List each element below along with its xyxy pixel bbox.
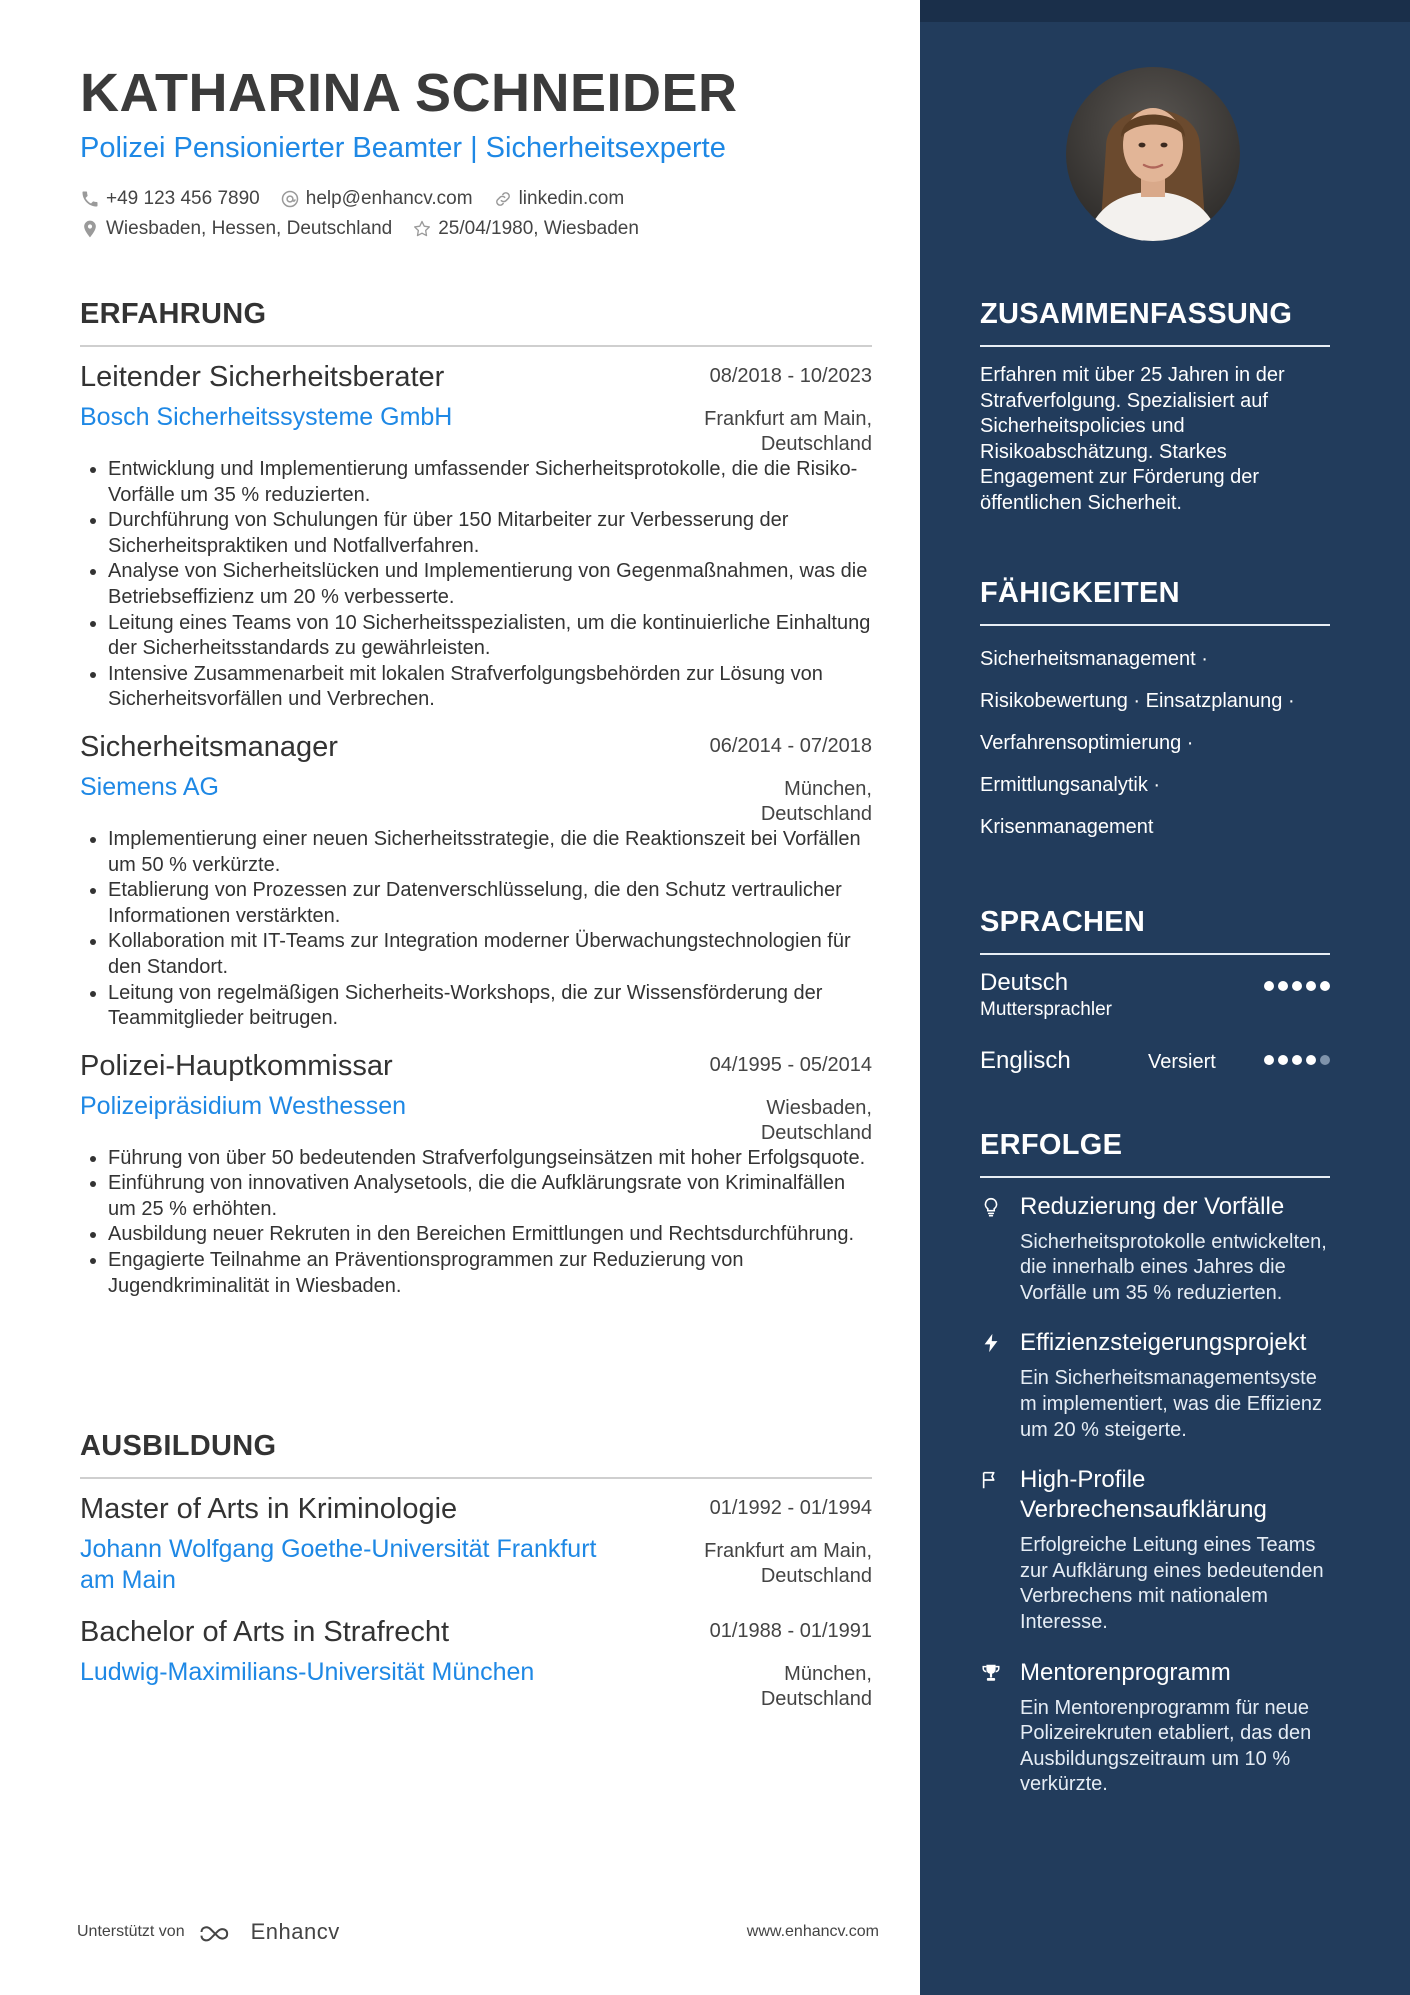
experience-rule [80,345,872,347]
rating-dot-filled [1292,1055,1302,1065]
lightning-icon [980,1332,1002,1354]
star-icon [412,219,432,239]
language-level: Muttersprachler [980,998,1112,1020]
achievement-item [980,1192,1330,1307]
skills-title: FÄHIGKEITEN [980,576,1180,609]
skill-line: Sicherheitsmanagement · [980,647,1208,670]
education-location-line: München, [784,1663,872,1685]
linkedin-text: linkedin.com [518,188,625,209]
lightbulb-icon [980,1196,1002,1218]
summary-rule [980,345,1330,347]
languages-rule [980,953,1330,955]
job-bullet: • Engagierte Teilnahme an Präventionsprogrammen zur Reduzierung von Jugendkriminalität in Wiesbaden. [108,1248,872,1299]
experience-title: ERFAHRUNG [80,298,267,330]
skills-list [980,638,1330,848]
achievements-title: ERFOLGE [980,1128,1123,1161]
degree-title: Master of Arts in Kriminologie [80,1493,458,1525]
job-bullets [80,457,872,713]
job-title: Leitender Sicherheitsberater [80,361,445,393]
at-icon [280,189,300,209]
job-location-line: Wiesbaden, [766,1096,872,1119]
contact-email[interactable] [280,188,473,210]
rating-dot-filled [1278,981,1288,991]
job-bullet: • Durchführung von Schulungen für über 150 Mitarbeiter zur Verbesserung der Sicherheitspraktiken und Notfallverfahren. [108,508,872,559]
job-location-line: Frankfurt am Main, [704,408,872,430]
sidebar-content [980,298,1330,1798]
enhancv-logo-icon [195,1921,241,1943]
job-entry [80,731,872,1032]
education-title: AUSBILDUNG [80,1430,277,1462]
rating-dot-filled [1306,1055,1316,1065]
contact-birth [412,218,639,240]
job-title: Polizei-Hauptkommissar [80,1049,393,1082]
degree-title: Bachelor of Arts in Strafrecht [80,1616,450,1648]
education-location-line: Deutschland [760,1565,872,1587]
contact-info [80,184,872,244]
rating-dot-filled [1320,981,1330,991]
language-rating [1264,981,1330,991]
language-name: Englisch [980,1046,1071,1074]
experience-section [80,298,872,1299]
languages-title: SPRACHEN [980,905,1146,938]
job-bullets [80,1146,872,1300]
candidate-subtitle: Polizei Pensionierter Beamter | Sicherheitsexperte [80,132,726,164]
school-name[interactable]: Ludwig-Maximilians-Universität München [80,1658,535,1686]
trophy-icon [980,1662,1002,1684]
education-section [80,1430,872,1710]
rating-dot-filled [1306,981,1316,991]
job-location-line: Deutschland [760,802,872,825]
education-rule [80,1477,872,1479]
rating-dot-filled [1292,981,1302,991]
job-dates: 04/1995 - 05/2014 [709,1053,872,1076]
achievements-rule [980,1176,1330,1178]
location-text: Wiesbaden, Hessen, Deutschland [106,218,393,239]
job-bullet: • Leitung von regelmäßigen Sicherheits-Workshops, die zur Wissensförderung der Teammitglieder beitrugen. [108,981,872,1032]
website-link[interactable]: www.enhancv.com [746,1923,879,1940]
profile-photo [1066,67,1240,241]
education-entry [80,1616,872,1710]
education-location-line: Deutschland [760,1688,872,1710]
summary-title: ZUSAMMENFASSUNG [980,298,1293,330]
education-dates: 01/1992 - 01/1994 [709,1497,872,1519]
link-icon [493,189,513,209]
powered-by-text: Unterstützt von [77,1923,185,1940]
company-name[interactable]: Siemens AG [80,772,219,801]
avatar-portrait-icon [1066,67,1240,241]
enhancv-brand-text[interactable]: Enhancv [250,1919,340,1944]
summary-text: Erfahren mit über 25 Jahren in der Strafverfolgung. Spezialisiert auf Sicherheitspolicies und Risikoabschätzung. Starkes Engagement zur Förderung der öffentlichen Sicherheit. [980,364,1285,514]
education-location-line: Frankfurt am Main, [704,1540,872,1562]
achievement-item [980,1328,1330,1443]
company-name[interactable]: Polizeipräsidium Westhessen [80,1091,407,1120]
job-bullet: • Kollaboration mit IT-Teams zur Integration moderner Überwachungstechnologien für den Standort. [108,929,872,980]
job-bullet: • Ausbildung neuer Rekruten in den Bereichen Ermittlungen und Rechtsdurchführung. [108,1222,872,1248]
rating-dot-empty [1320,1055,1330,1065]
phone-icon [80,189,100,209]
education-location [704,1539,872,1589]
school-name[interactable]: Johann Wolfgang Goethe-Universität Frankfurt am Main [80,1535,597,1594]
job-bullet: • Implementierung einer neuen Sicherheitsstrategie, die die Reaktionszeit bei Vorfällen um 50 % verkürzte. [108,827,872,878]
language-name: Deutsch [980,968,1069,996]
achievement-title: Mentorenprogramm [1020,1658,1231,1686]
skill-line: Risikobewertung · Einsatzplanung · [980,689,1295,712]
job-dates: 06/2014 - 07/2018 [709,734,872,757]
job-location-line: Deutschland [760,1121,872,1144]
contact-location [80,218,392,240]
achievement-text: Erfolgreiche Leitung eines Teams zur Aufklärung eines bedeutenden Verbrechens mit nationalem Interesse. [1020,1534,1324,1633]
location-pin-icon [80,219,100,239]
candidate-name: KATHARINA SCHNEIDER [80,63,738,123]
skill-line: Verfahrensoptimierung · [980,731,1194,754]
language-level: Versiert [1148,1050,1216,1073]
skills-rule [980,624,1330,626]
achievement-title: Effizienzsteigerungsprojekt [1020,1329,1307,1357]
job-location-line: München, [784,777,872,800]
job-entry [80,361,872,713]
email-text: help@enhancv.com [305,188,473,209]
birth-text: 25/04/1980, Wiesbaden [438,218,639,239]
language-item [980,1047,1330,1087]
skill-line: Ermittlungsanalytik · [980,773,1161,796]
flag-icon [980,1469,1002,1491]
achievement-text: Ein Mentorenprogramm für neue Polizeirekruten etabliert, das den Ausbildungszeitraum um 10 % verkürzte. [1020,1696,1312,1796]
job-location [704,407,872,457]
achievement-text: Ein Sicherheitsmanagementsystem implementiert, was die Effizienz um 20 % steigerte. [1020,1367,1322,1441]
job-bullet: • Analyse von Sicherheitslücken und Implementierung von Gegenmaßnahmen, was die Betriebseffizienz um 20 % verbesserte. [108,559,872,610]
main-column [80,60,872,244]
job-location-line: Deutschland [760,433,872,455]
language-rating [1264,1055,1330,1065]
job-location [761,777,872,827]
rating-dot-filled [1278,1055,1288,1065]
phone-text: +49 123 456 7890 [106,188,260,209]
job-bullet: • Entwicklung und Implementierung umfassender Sicherheitsprotokolle, die die Risiko-Vorfälle um 35 % reduzierten. [108,457,872,508]
company-name[interactable]: Bosch Sicherheitssysteme GmbH [80,403,453,431]
education-dates: 01/1988 - 01/1991 [709,1620,872,1642]
contact-phone[interactable] [80,188,260,210]
achievement-title: Reduzierung der Vorfälle [1020,1192,1285,1220]
skill-line: Krisenmanagement [980,815,1154,838]
job-entry [80,1050,872,1300]
job-bullet: • Etablierung von Prozessen zur Datenverschlüsselung, die den Schutz vertraulicher Informationen verstärkten. [108,878,872,929]
achievement-text: Sicherheitsprotokolle entwickelten, die innerhalb eines Jahres die Vorfälle um 35 % reduzierten. [1020,1230,1327,1304]
job-bullet: • Intensive Zusammenarbeit mit lokalen Strafverfolgungsbehörden zur Lösung von Sicherheitsvorfällen und Verbrechen. [108,662,872,713]
job-dates: 08/2018 - 10/2023 [709,365,872,387]
rating-dot-filled [1264,1055,1274,1065]
job-bullet: • Einführung von innovativen Analysetools, die die Aufklärungsrate von Kriminalfällen um 25 % erhöhten. [108,1171,872,1222]
language-item [980,969,1330,1029]
achievement-item [980,1658,1330,1798]
rating-dot-filled [1264,981,1274,991]
education-location [761,1662,872,1712]
achievement-item [980,1465,1330,1635]
job-bullet: • Führung von über 50 bedeutenden Strafverfolgungseinsätzen mit hoher Erfolgsquote. [108,1146,872,1172]
footer [77,1915,879,1945]
job-location [761,1096,872,1146]
contact-linkedin[interactable] [493,188,625,210]
job-title: Sicherheitsmanager [80,730,338,763]
education-entry [80,1493,872,1596]
achievement-title: High-Profile Verbrechensaufklärung [1020,1466,1267,1524]
job-bullet: • Leitung eines Teams von 10 Sicherheitsspezialisten, um die kontinuierliche Einhaltung der Sicherheitsstandards zu gewährleisten. [108,611,872,662]
job-bullets [80,827,872,1032]
sidebar-top-bar [920,0,1410,22]
